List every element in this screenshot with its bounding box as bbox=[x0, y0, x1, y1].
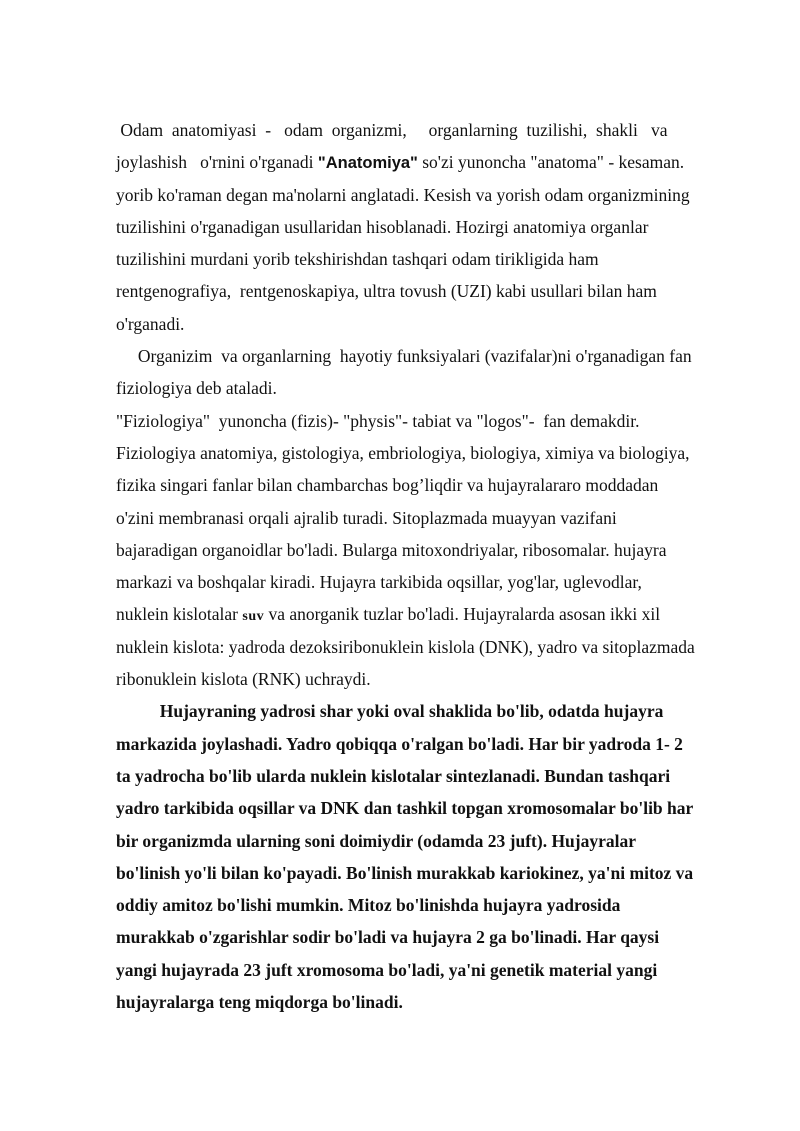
text-line: nuklein kislotalar bbox=[116, 604, 243, 625]
text-line: yorib ko'raman degan ma'nolarni anglatadi. Kesish va yorish odam organizmining bbox=[116, 184, 690, 205]
text-line: ta yadrocha bo'lib ularda nuklein kislotalar sintezlanadi. Bundan tashqari bbox=[116, 765, 671, 786]
text-line: yadro tarkibida oqsillar va DNK dan tashkil topgan xromosomalar bo'lib har bbox=[116, 798, 694, 819]
text-line: markazi va boshqalar kiradi. Hujayra tarkibida oqsillar, yog'lar, uglevodlar, bbox=[116, 572, 642, 593]
text-line: tuzilishini murdani yorib tekshirishdan tashqari odam tirikligida ham bbox=[116, 249, 599, 270]
text-line: tuzilishini o'rganadigan usullaridan hisoblanadi. Hozirgi anatomiya organlar bbox=[116, 216, 649, 237]
document-body bbox=[116, 114, 746, 1018]
text-line: nuklein kislota: yadroda dezoksiribonuklein kislola (DNK), yadro va sitoplazmada bbox=[116, 636, 695, 657]
paragraph-physiology bbox=[116, 340, 746, 695]
text-line: ribonuklein kislota (RNK) uchraydi. bbox=[116, 669, 371, 690]
text-line: o'rganadi. bbox=[116, 313, 185, 334]
text-line: bir organizmda ularning soni doimiydir (odamda 23 juft). Hujayralar bbox=[116, 830, 637, 851]
text-line: Hujayraning yadrosi shar yoki oval shaklida bo'lib, odatda hujayra bbox=[116, 701, 664, 722]
text-line: markazida joylashadi. Yadro qobiqqa o'ralgan bo'ladi. Har bir yadroda 1- 2 bbox=[116, 733, 683, 754]
text-line: rentgenografiya, rentgenoskapiya, ultra tovush (UZI) kabi usullari bilan ham bbox=[116, 281, 657, 302]
paragraph-anatomy bbox=[116, 114, 746, 340]
text-line: oddiy amitoz bo'lishi mumkin. Mitoz bo'linishda hujayra yadrosida bbox=[116, 895, 621, 916]
text-line: "Fiziologiya" yunoncha (fizis)- "physis"- tabiat va "logos"- fan demakdir. bbox=[116, 410, 640, 431]
paragraph-nucleus bbox=[116, 695, 746, 1018]
text-line: bajaradigan organoidlar bo'ladi. Bularga mitoxondriyalar, ribosomalar. hujayra bbox=[116, 539, 667, 560]
term-anatomiya: "Anatomiya" bbox=[317, 154, 418, 173]
text-line: so'zi yunoncha "anatoma" - kesaman. bbox=[417, 152, 685, 173]
text-line: fiziologiya deb ataladi. bbox=[116, 378, 277, 399]
text-line: yangi hujayrada 23 juft xromosoma bo'ladi, ya'ni genetik material yangi bbox=[116, 959, 658, 980]
text-line: va anorganik tuzlar bo'ladi. Hujayralarda asosan ikki xil bbox=[264, 604, 661, 625]
text-line: o'zini membranasi orqali ajralib turadi. Sitoplazmada muayyan vazifani bbox=[116, 507, 617, 528]
text-line: Organizim va organlarning hayotiy funksiyalari (vazifalar)ni o'rganadigan fan bbox=[116, 346, 692, 367]
text-line: fizika singari fanlar bilan chambarchas bog’liqdir va hujayralararo moddadan bbox=[116, 475, 659, 496]
text-line: Odam anatomiyasi - odam organizmi, organlarning tuzilishi, shakli va bbox=[116, 120, 668, 140]
text-line: Fiziologiya anatomiya, gistologiya, embriologiya, biologiya, ximiya va biologiya, bbox=[116, 442, 690, 463]
text-line: hujayralarga teng miqdorga bo'linadi. bbox=[116, 992, 403, 1013]
text-line: joylashish o'rnini o'rganadi bbox=[116, 152, 318, 173]
text-line: murakkab o'zgarishlar sodir bo'ladi va hujayra 2 ga bo'linadi. Har qaysi bbox=[116, 927, 660, 948]
text-line: bo'linish yo'li bilan ko'payadi. Bo'linish murakkab kariokinez, ya'ni mitoz va bbox=[116, 862, 694, 883]
term-suv: suv bbox=[242, 609, 265, 625]
